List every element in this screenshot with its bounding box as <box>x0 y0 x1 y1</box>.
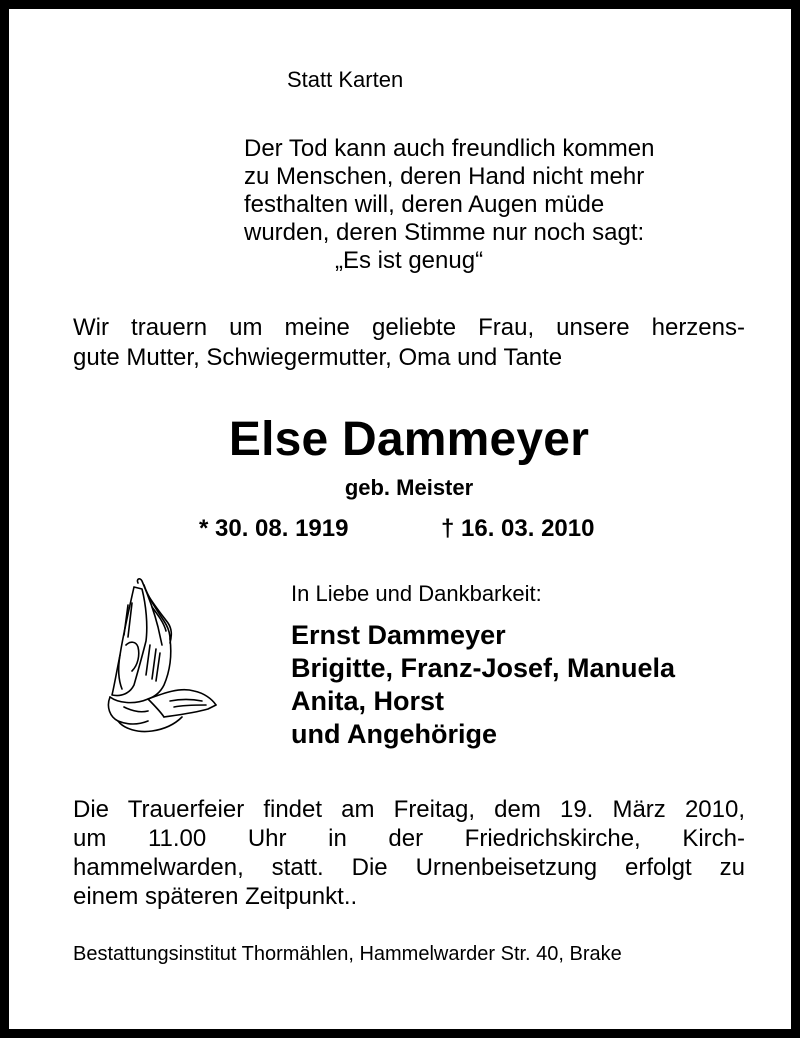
death-date: † 16. 03. 2010 <box>441 515 595 542</box>
maiden-name: geb. Meister <box>344 475 474 500</box>
service-line: einem späteren Zeitpunkt.. <box>73 883 358 910</box>
mourner-name: Brigitte, Franz-Josef, Manuela <box>291 653 676 683</box>
poem-line: zu Menschen, deren Hand nicht mehr <box>244 163 645 190</box>
mourner-name: Ernst Dammeyer <box>291 620 506 650</box>
poem-line: festhalten will, deren Augen müde <box>244 191 605 218</box>
mourner-name: und Angehörige <box>291 719 497 749</box>
service-line: um 11.00 Uhr in der Friedrichskirche, Kirch- <box>73 825 745 852</box>
poem <box>244 135 654 247</box>
poem-line: wurden, deren Stimme nur noch sagt: <box>244 219 645 246</box>
mourner-name: Anita, Horst <box>291 686 445 716</box>
intro-line: Wir trauern um meine geliebte Frau, unsere herzens- <box>73 314 745 341</box>
poem-quote: „Es ist genug“ <box>335 247 484 274</box>
funeral-home: Bestattungsinstitut Thormählen, Hammelwarder Str. 40, Brake <box>73 943 622 965</box>
header-text: Statt Karten <box>287 67 404 92</box>
deceased-name: Else Dammeyer <box>228 413 590 466</box>
poem-line: Der Tod kann auch freundlich kommen <box>244 135 655 162</box>
praying-hands-icon <box>104 575 219 735</box>
intro-line: gute Mutter, Schwiegermutter, Oma und Tante <box>73 344 563 371</box>
mourners-list <box>291 619 675 751</box>
service-line: hammelwarden, statt. Die Urnenbeisetzung erfolgt zu <box>73 854 745 881</box>
service-line: Die Trauerfeier findet am Freitag, dem 19. März 2010, <box>73 796 745 823</box>
mourning-intro <box>73 313 745 373</box>
birth-date: * 30. 08. 1919 <box>199 515 349 542</box>
service-details <box>73 795 745 911</box>
mourners-intro: In Liebe und Dankbarkeit: <box>291 581 542 606</box>
